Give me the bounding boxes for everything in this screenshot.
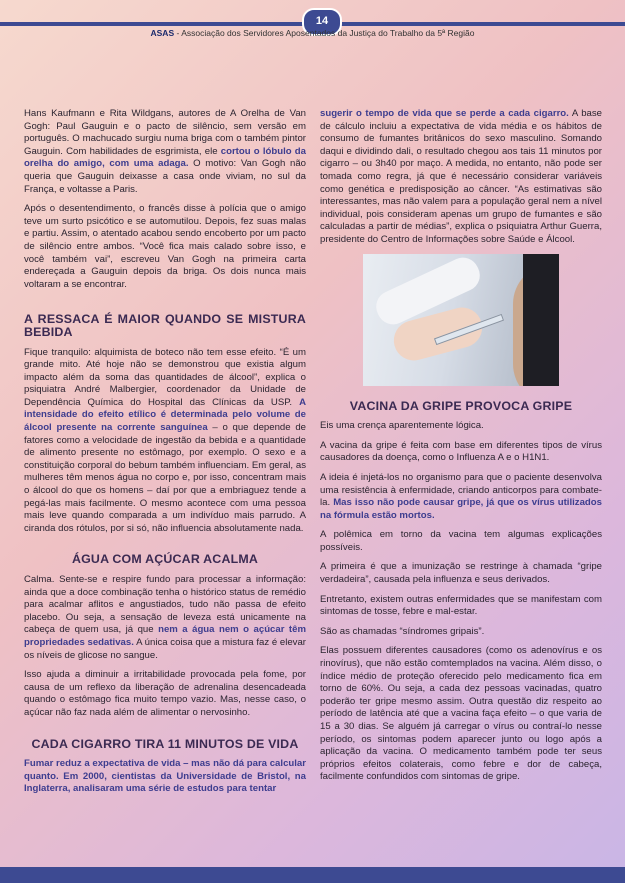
page-number: 14	[302, 8, 342, 36]
highlight-text: Mas isso não pode causar gripe, já que os vírus utilizados na fórmula estão mortos.	[320, 497, 602, 521]
paragraph: Elas possuem diferentes causadores (como os adenovírus e os rinovírus), que não estão comtemplados na vacina. Além disso, o índice médio de proteção oferecido pelo medicamento fica em torno de 60%. Ou seja, a cada dez pessoas vacinadas, quatro poderão ter gripe mesmo assim. Outra questão diz respeito ao período de latência até que a vacina faça efeito – o que varia de 15 a 30 dias. Se alguém já carregar o vírus ou contraí-lo nesse período, os sintomas podem aparecer junto ou logo após a aplicação da vacina. O medicamento também pode ter seus próprios efeitos colaterais, como febre e dor de cabeça, facilmente confundidos com sintomas de gripe.	[320, 645, 602, 783]
paragraph	[320, 472, 602, 522]
paragraph: Entretanto, existem outras enfermidades que se manifestam com sintomas de tosse, febre e mal-estar.	[320, 593, 602, 618]
org-full: - Associação dos Servidores Aposentados da Justiça do Trabalho da 5ª Região	[174, 28, 475, 38]
highlight-text: cortou o lóbulo da orelha do amigo, com uma adaga.	[24, 145, 306, 170]
text: Fique tranquilo: alquimista de boteco não tem esse efeito. “É um grande mito. Até hoje não se demonstrou que existia algum impacto além da soma das quantidades de álcool”, explica o psiquiatra André Malbergier, coordenador da Unidade de Dependência Química do Hospital das Clínicas da USP.	[24, 346, 306, 408]
section-title-gripe: VACINA DA GRIPE PROVOCA GRIPE	[349, 398, 573, 413]
highlight-text: A intensidade do efeito etílico é determinada pelo volume de álcool presente na corrente sanguínea	[24, 396, 306, 434]
paragraph	[320, 108, 602, 247]
org-short: ASAS	[150, 28, 175, 38]
footer-bar	[0, 867, 625, 883]
paragraph: Após o desentendimento, o francês disse à polícia que o amigo teve um surto psicótico e se automutilou. Depois, fez suas malas e partiu. Assim, o atentado acabou sendo encoberto por um pacto de silêncio entre ambos. “Você fica mais calado sobre isso, e você também vai”, escreveu Van Gogh na primeira carta endereçada a Gauguin depois da briga. Os dois nunca mais voltaram a se encontrar.	[24, 203, 306, 290]
vaccine-photo	[363, 254, 559, 386]
highlight-text: nem a água nem o açúcar têm propriedades sedativas.	[24, 624, 306, 648]
text: A única coisa que a mistura faz é elevar os níveis de glicose no sangue.	[24, 636, 307, 661]
paragraph: Isso ajuda a diminuir a irritabilidade provocada pela fome, por causa de um reflexo da liberação de adrenalina desencadeada quando o estômago fica muito tempo vazio. Mas, nesse caso, o açúcar não faz nada além de alimentar o nervosinho.	[24, 669, 306, 718]
paragraph: São as chamadas “síndromes gripais”.	[320, 625, 485, 637]
paragraph	[24, 347, 306, 536]
paragraph: A vacina da gripe é feita com base em diferentes tipos de vírus causadores da doença, como o Influenza A e o H1N1.	[320, 439, 602, 464]
paragraph	[24, 108, 306, 196]
paragraph: A primeira é que a imunização se restringe à chamada “gripe verdadeira”, causada pela influenza e seus derivados.	[320, 561, 602, 586]
section-title-cigarro: CADA CIGARRO TIRA 11 MINUTOS DE VIDA	[31, 736, 299, 751]
paragraph: A polêmica em torno da vacina tem algumas explicações possíveis.	[320, 529, 602, 553]
text: Calma. Sente-se e respire fundo para processar a informação: ainda que a doce combinação tenha o histórico status de remédio para acalmar aflitos e angustiados, tudo não passa de efeito placebo. Ou seja, a sensação de leveza está unicamente na cabeça de quem usa, já que	[24, 574, 306, 636]
highlight-text: sugerir o tempo de vida que se perde a cada cigarro.	[320, 108, 569, 119]
section-title-ressaca: A RESSACA É MAIOR QUANDO SE MISTURA BEBIDA	[24, 312, 306, 339]
paragraph: Eis uma crença aparentemente lógica.	[320, 420, 484, 432]
text: A base de cálculo incluiu a expectativa de vida média e os hábitos de consumo de fumantes britânicos do sexo masculino. Somando daqui e dividindo dali, o resultado chegou aos tais 11 minutos por cigarro – ou 3h40 por maço. A medida, no entanto, não pode ser tomada como regra, já que é necessário considerar variáveis como genética e predisposição ao câncer. “As estimativas são interessantes, mas não valem para a população geral nem a nível individual, pois consideram apenas um grupo de fumantes e são calculadas a partir de médias”, explica o psiquiatra Arthur Guerra, presidente do Centro de Informações sobre Saúde e Álcool.	[320, 108, 602, 245]
text: A ideia é injetá-los no organismo para que o paciente desenvolva uma resistência à enfermidade, criando anticorpos para combate-la.	[320, 471, 602, 509]
text: – o que depende de fatores como a velocidade de ingestão da bebida e a quantidade de alimento presente no estômago, por exemplo. O sexo e a constituição corporal do bebum também influenciam. Em geral, as mulheres têm menos água no corpo e, por isso, concentram mais o álcool do que os homens – daí por que a embriaguez tende a pegá-las mais facilmente. O mesmo acontece com uma pessoa mais leve quando comparada a um indivíduo mais parrudo. A ciranda dos rótulos, por si só, não influencia absolutamente nada.	[24, 422, 306, 534]
right-column	[320, 108, 602, 791]
shirt-shape	[523, 254, 559, 386]
text: Hans Kaufmann e Rita Wildgans, autores de A Orelha de Van Gogh: Paul Gauguin e o pacto de silêncio, sem versão em português. O machucado surgiu numa briga com o também pintor Gauguin. Com habilidades de esgrimista, ele	[24, 108, 306, 157]
publication-header	[0, 28, 625, 38]
section-title-agua: ÁGUA COM AÇÚCAR ACALMA	[71, 552, 259, 567]
left-column	[24, 108, 306, 803]
paragraph	[24, 574, 306, 662]
paragraph: Fumar reduz a expectativa de vida – mas não dá para calcular quanto. Em 2000, cientistas da Universidade de Bristol, na Inglaterra, analisaram uma série de estudos para tentar	[24, 758, 306, 795]
text: O motivo: Van Gogh não queria que Gauguin deixasse a casa onde viviam, no sul da França, e voltasse a Paris.	[24, 158, 306, 195]
